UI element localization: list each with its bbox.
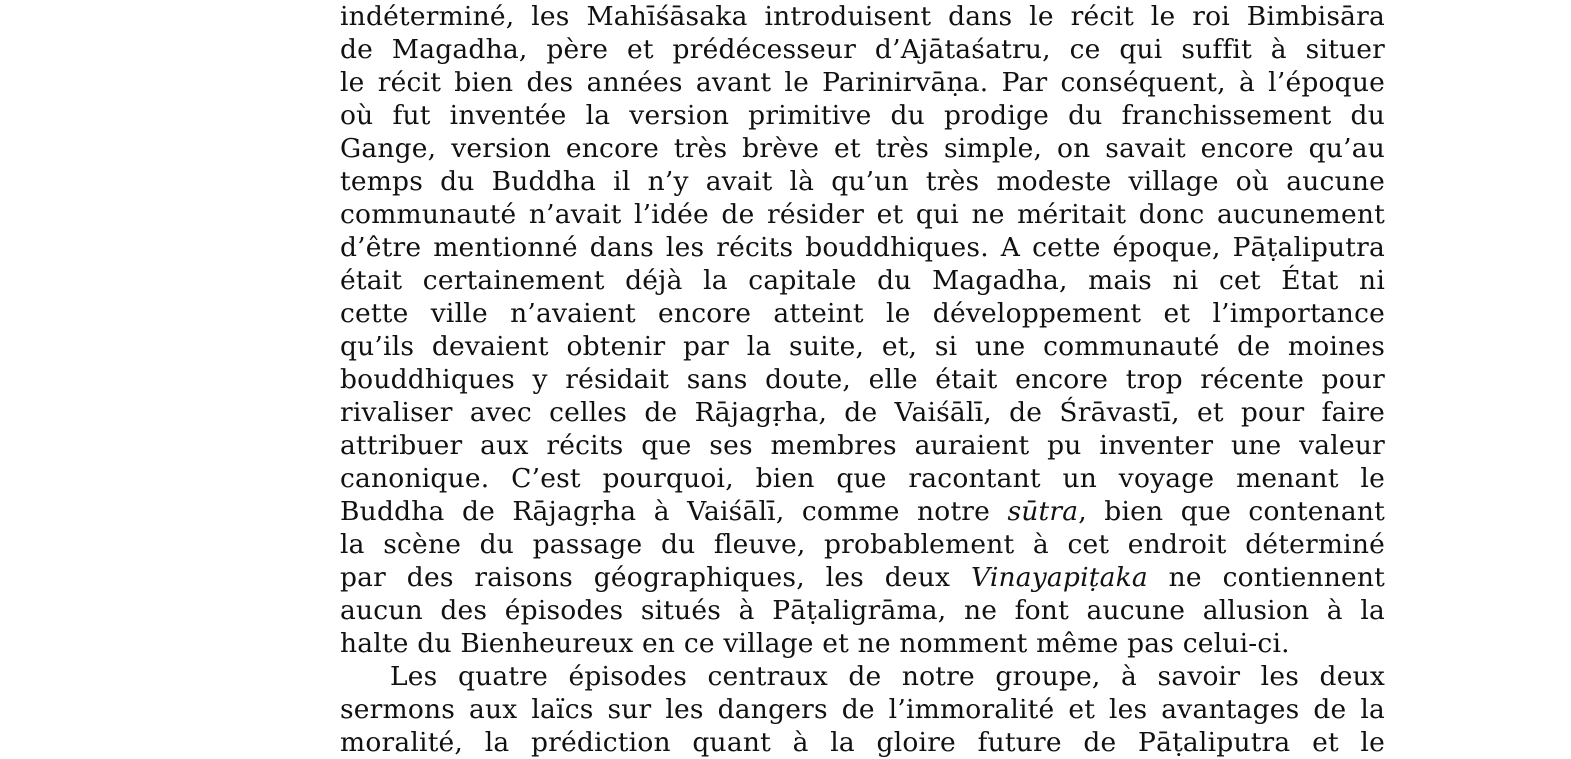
text-line: temps du Buddha il n’y avait là qu’un très modeste village où aucune (340, 166, 1385, 197)
text-line: la scène du passage du fleuve, probablement à cet endroit déterminé (340, 529, 1385, 560)
text-line: le récit bien des années avant le Parinirvāṇa. Par conséquent, à l’époque (340, 67, 1385, 98)
text-line: sermons aux laïcs sur les dangers de l’immoralité et les avantages de la (340, 694, 1385, 725)
text-line: où fut inventée la version primitive du prodige du franchissement du (340, 100, 1385, 131)
text-run: ne contiennent (1147, 562, 1385, 593)
italic-term: Vinayapiṭaka (970, 562, 1148, 593)
text-run: par des raisons géographiques, les deux (340, 562, 971, 593)
text-line: communauté n’avait l’idée de résider et qui ne méritait donc aucunement (340, 199, 1385, 230)
text-line: canonique. C’est pourquoi, bien que racontant un voyage menant le (340, 463, 1385, 494)
text-line: cette ville n’avaient encore atteint le développement et l’importance (340, 298, 1385, 329)
text-line: moralité, la prédiction quant à la gloire future de Pāṭaliputra et le (340, 727, 1385, 758)
text-line: était certainement déjà la capitale du Magadha, mais ni cet État ni (340, 265, 1385, 296)
text-line: aucun des épisodes situés à Pāṭaligrāma, ne font aucune allusion à la (340, 595, 1385, 626)
text-line: de Magadha, père et prédécesseur d’Ajātaśatru, ce qui suffit à situer (340, 34, 1385, 65)
text-line: attribuer aux récits que ses membres auraient pu inventer une valeur (340, 430, 1385, 461)
text-line: Gange, version encore très brève et très simple, on savait encore qu’au (340, 133, 1385, 164)
text-line: qu’ils devaient obtenir par la suite, et, si une communauté de moines (340, 331, 1385, 362)
text-line (340, 495, 1385, 528)
paragraph-end-line: halte du Bienheureux en ce village et ne nomment même pas celui-ci. (340, 628, 1290, 659)
text-line: bouddhiques y résidait sans doute, elle était encore trop récente pour (340, 364, 1385, 395)
text-run: , bien que contenant (1078, 496, 1385, 527)
text-line (340, 561, 1385, 594)
paragraph-start-line: Les quatre épisodes centraux de notre groupe, à savoir les deux (390, 661, 1385, 692)
text-line: d’être mentionné dans les récits bouddhiques. A cette époque, Pāṭaliputra (340, 232, 1385, 263)
italic-term: sūtra (1007, 496, 1079, 527)
text-run: Buddha de Rājagṛha à Vaiśālī, comme notre (340, 496, 1008, 527)
text-line: indéterminé, les Mahīśāsaka introduisent dans le récit le roi Bimbisāra (340, 1, 1385, 32)
text-line: rivaliser avec celles de Rājagṛha, de Vaiśālī, de Śrāvastī, et pour faire (340, 397, 1385, 428)
body-text (340, 0, 1385, 759)
